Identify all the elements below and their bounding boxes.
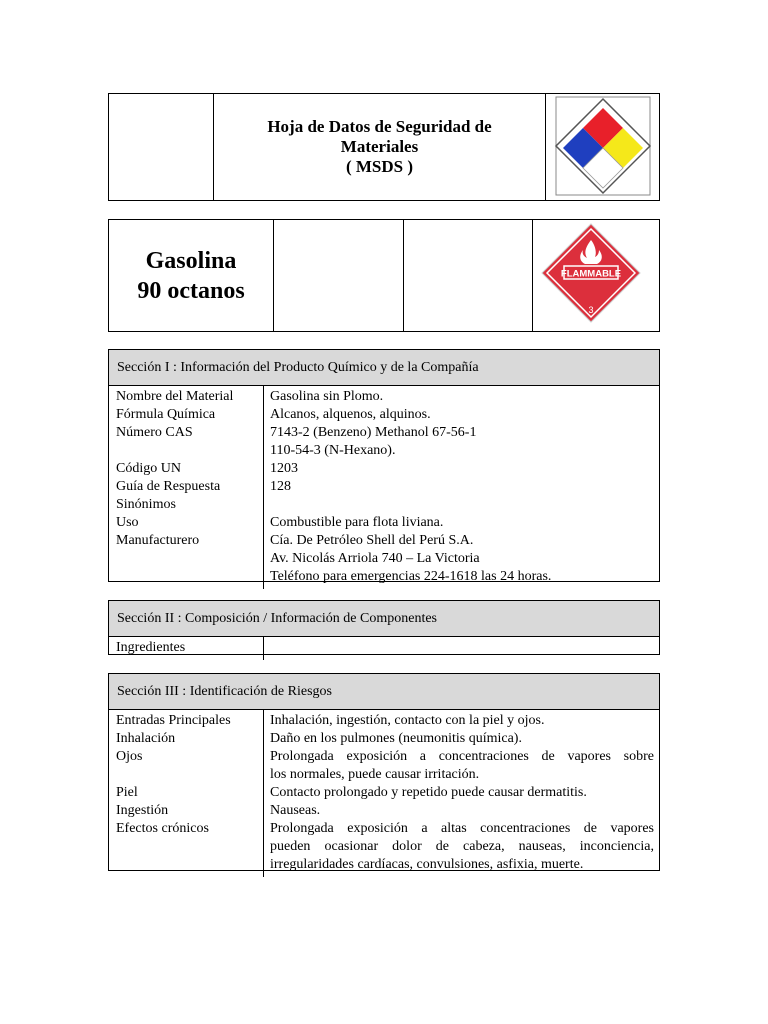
label-sinonimos: Sinónimos xyxy=(116,497,176,512)
value-formula-quimica: Alcanos, alquenos, alquinos. xyxy=(270,407,431,422)
label-numero-cas: Número CAS xyxy=(116,425,193,440)
label-inhalacion: Inhalación xyxy=(116,731,176,746)
label-uso: Uso xyxy=(116,515,139,530)
section-2-table xyxy=(108,600,660,655)
nfpa-diamond-cell xyxy=(546,94,659,200)
section-2-title: Sección II : Composición / Información de Componentes xyxy=(109,601,659,637)
value-cronicos-1: Prolongada exposición a altas concentraciones de vapores xyxy=(270,821,654,836)
product-name xyxy=(109,220,274,331)
label-nombre-material: Nombre del Material xyxy=(116,389,234,404)
value-numero-cas-1: 7143-2 (Benzeno) Methanol 67-56-1 xyxy=(270,425,477,440)
product-name-line-2: 90 octanos xyxy=(137,277,245,304)
value-codigo-un: 1203 xyxy=(270,461,298,476)
value-entradas-principales: Inhalación, ingestión, contacto con la piel y ojos. xyxy=(270,713,545,728)
value-uso: Combustible para flota liviana. xyxy=(270,515,444,530)
section-1-table xyxy=(108,349,660,582)
placard-label: FLAMMABLE xyxy=(560,268,622,280)
value-inhalacion: Daño en los pulmones (neumonitis química). xyxy=(270,731,522,746)
label-piel: Piel xyxy=(116,785,138,800)
label-ingestion: Ingestión xyxy=(116,803,169,818)
value-cronicos-3: irregularidades cardíacas, convulsiones, asfixia, muerte. xyxy=(270,857,584,872)
header-blank-cell xyxy=(109,94,214,200)
value-manufacturero: Cía. De Petróleo Shell del Perú S.A. xyxy=(270,533,474,548)
product-empty-cell-1 xyxy=(274,220,404,331)
value-piel: Contacto prolongado y repetido puede causar dermatitis. xyxy=(270,785,587,800)
section-3-values xyxy=(264,710,659,877)
label-formula-quimica: Fórmula Química xyxy=(116,407,216,422)
nfpa-diamond-icon xyxy=(546,94,659,200)
product-empty-cell-2 xyxy=(404,220,533,331)
value-telefono-emergencia: Teléfono para emergencias 224-1618 las 24 horas. xyxy=(270,569,552,584)
msds-header-box xyxy=(108,93,660,201)
section-1-labels xyxy=(109,386,264,589)
value-cronicos-2: pueden ocasionar dolor de cabeza, nauseas, inconciencia, xyxy=(270,839,654,854)
value-ingredientes xyxy=(264,637,659,660)
value-direccion: Av. Nicolás Arriola 740 – La Victoria xyxy=(270,551,480,566)
product-box xyxy=(108,219,660,332)
label-entradas-principales: Entradas Principales xyxy=(116,713,231,728)
document-title xyxy=(214,94,546,200)
placard-cell xyxy=(533,220,659,331)
section-3-labels xyxy=(109,710,264,877)
section-1-title: Sección I : Información del Producto Químico y de la Compañía xyxy=(109,350,659,386)
value-ojos-1: Prolongada exposición a concentraciones de vapores sobre xyxy=(270,749,654,764)
section-1-values xyxy=(264,386,659,589)
title-line-1: Hoja de Datos de Seguridad de xyxy=(267,117,492,136)
value-guia-respuesta: 128 xyxy=(270,479,291,494)
value-nombre-material: Gasolina sin Plomo. xyxy=(270,389,384,404)
placard-class-number: 3 xyxy=(588,305,594,315)
value-ingestion: Nauseas. xyxy=(270,803,321,818)
section-3-title: Sección III : Identificación de Riesgos xyxy=(109,674,659,710)
label-ingredientes: Ingredientes xyxy=(109,637,264,660)
label-manufacturero: Manufacturero xyxy=(116,533,200,548)
label-guia-respuesta: Guía de Respuesta xyxy=(116,479,221,494)
title-line-2: Materiales xyxy=(340,137,419,156)
value-ojos-2: los normales, puede causar irritación. xyxy=(270,767,480,782)
label-codigo-un: Código UN xyxy=(116,461,181,476)
label-efectos-cronicos: Efectos crónicos xyxy=(116,821,209,836)
title-line-3: ( MSDS ) xyxy=(345,157,414,176)
product-name-line-1: Gasolina xyxy=(145,247,237,274)
flammable-placard-icon xyxy=(533,220,659,331)
section-3-table xyxy=(108,673,660,871)
label-ojos: Ojos xyxy=(116,749,143,764)
value-numero-cas-2: 110-54-3 (N-Hexano). xyxy=(270,443,396,458)
